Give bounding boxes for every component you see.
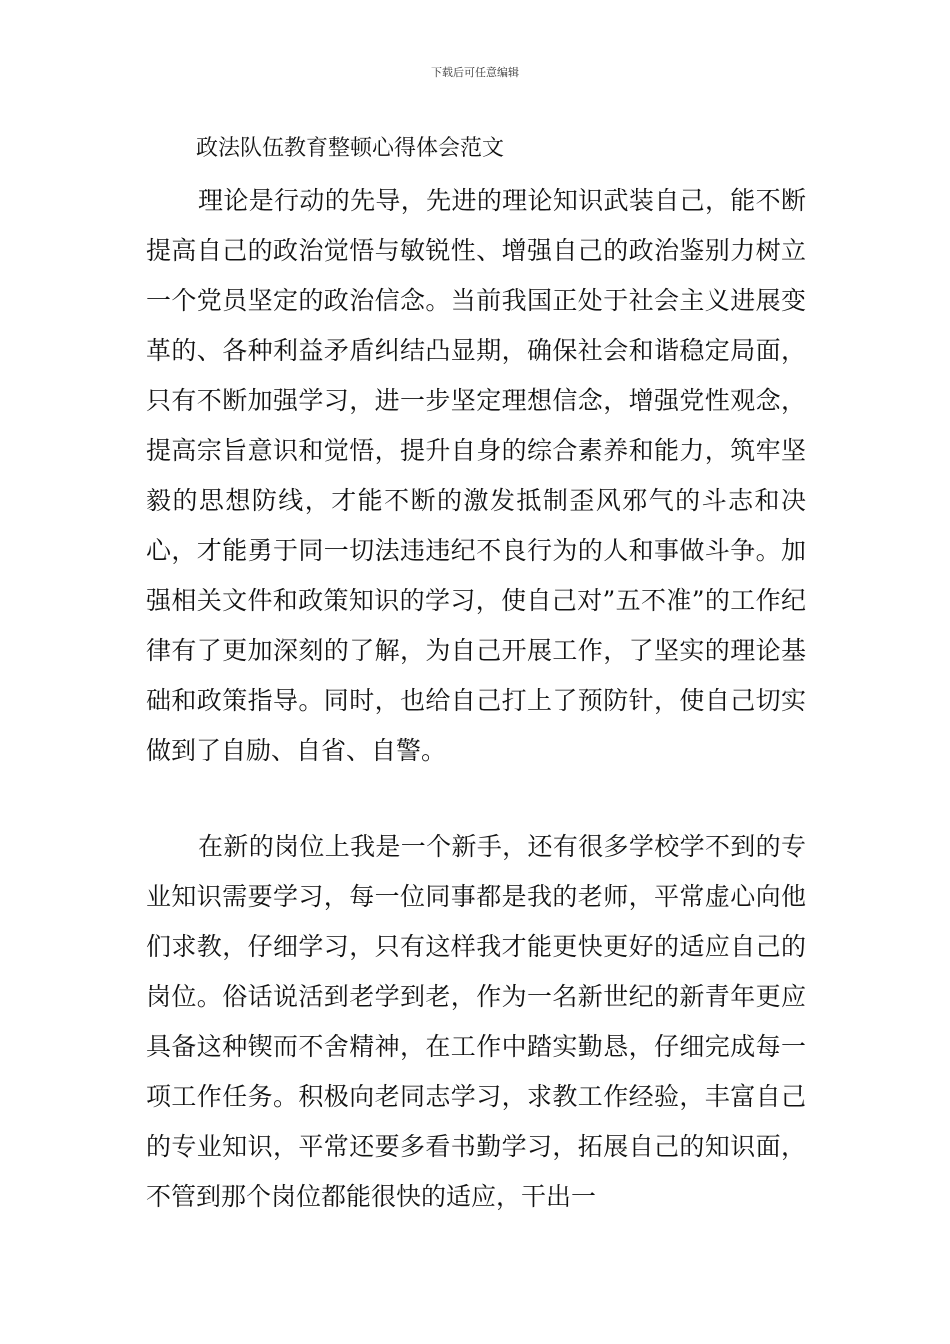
header-note: 下载后可任意编辑 <box>431 66 519 79</box>
paragraph-1: 理论是行动的先导，先进的理论知识武装自己，能不断提高自己的政治觉悟与敏锐性、增强自己的政治鉴别力树立一个党员坚定的政治信念。当前我国正处于社会主义进展变革的、各种利益矛盾纠结凸显期，确保社会和谐稳定局面，只有不断加强学习，进一步坚定理想信念，增强党性观念，提高宗旨意识和觉悟，提升自身的综合素养和能力，筑牢坚毅的思想防线，才能不断的激发抵制歪风邪气的斗志和决心，才能勇于同一切法违违纪不良行为的人和事做斗争。加强相关文件和政策知识的学习，使自己对”五不准”的工作纪律有了更加深刻的了解，为自己开展工作，了坚实的理论基础和政策指导。同时，也给自己打上了预防针，使自己切实做到了自励、自省、自警。 <box>146 186 806 765</box>
document-title: 政法队伍教育整顿心得体会范文 <box>196 136 505 161</box>
paragraph-2: 在新的岗位上我是一个新手，还有很多学校学不到的专业知识需要学习，每一位同事都是我的老师，平常虚心向他们求教，仔细学习，只有这样我才能更快更好的适应自己的岗位。俗话说活到老学到老，作为一名新世纪的新青年更应具备这种锲而不舍精神，在工作中踏实勤恳，仔细完成每一项工作任务。积极向老同志学习，求教工作经验，丰富自己的专业知识，平常还要多看书勤学习，拓展自己的知识面，不管到那个岗位都能很快的适应，干出一 <box>146 832 806 1211</box>
